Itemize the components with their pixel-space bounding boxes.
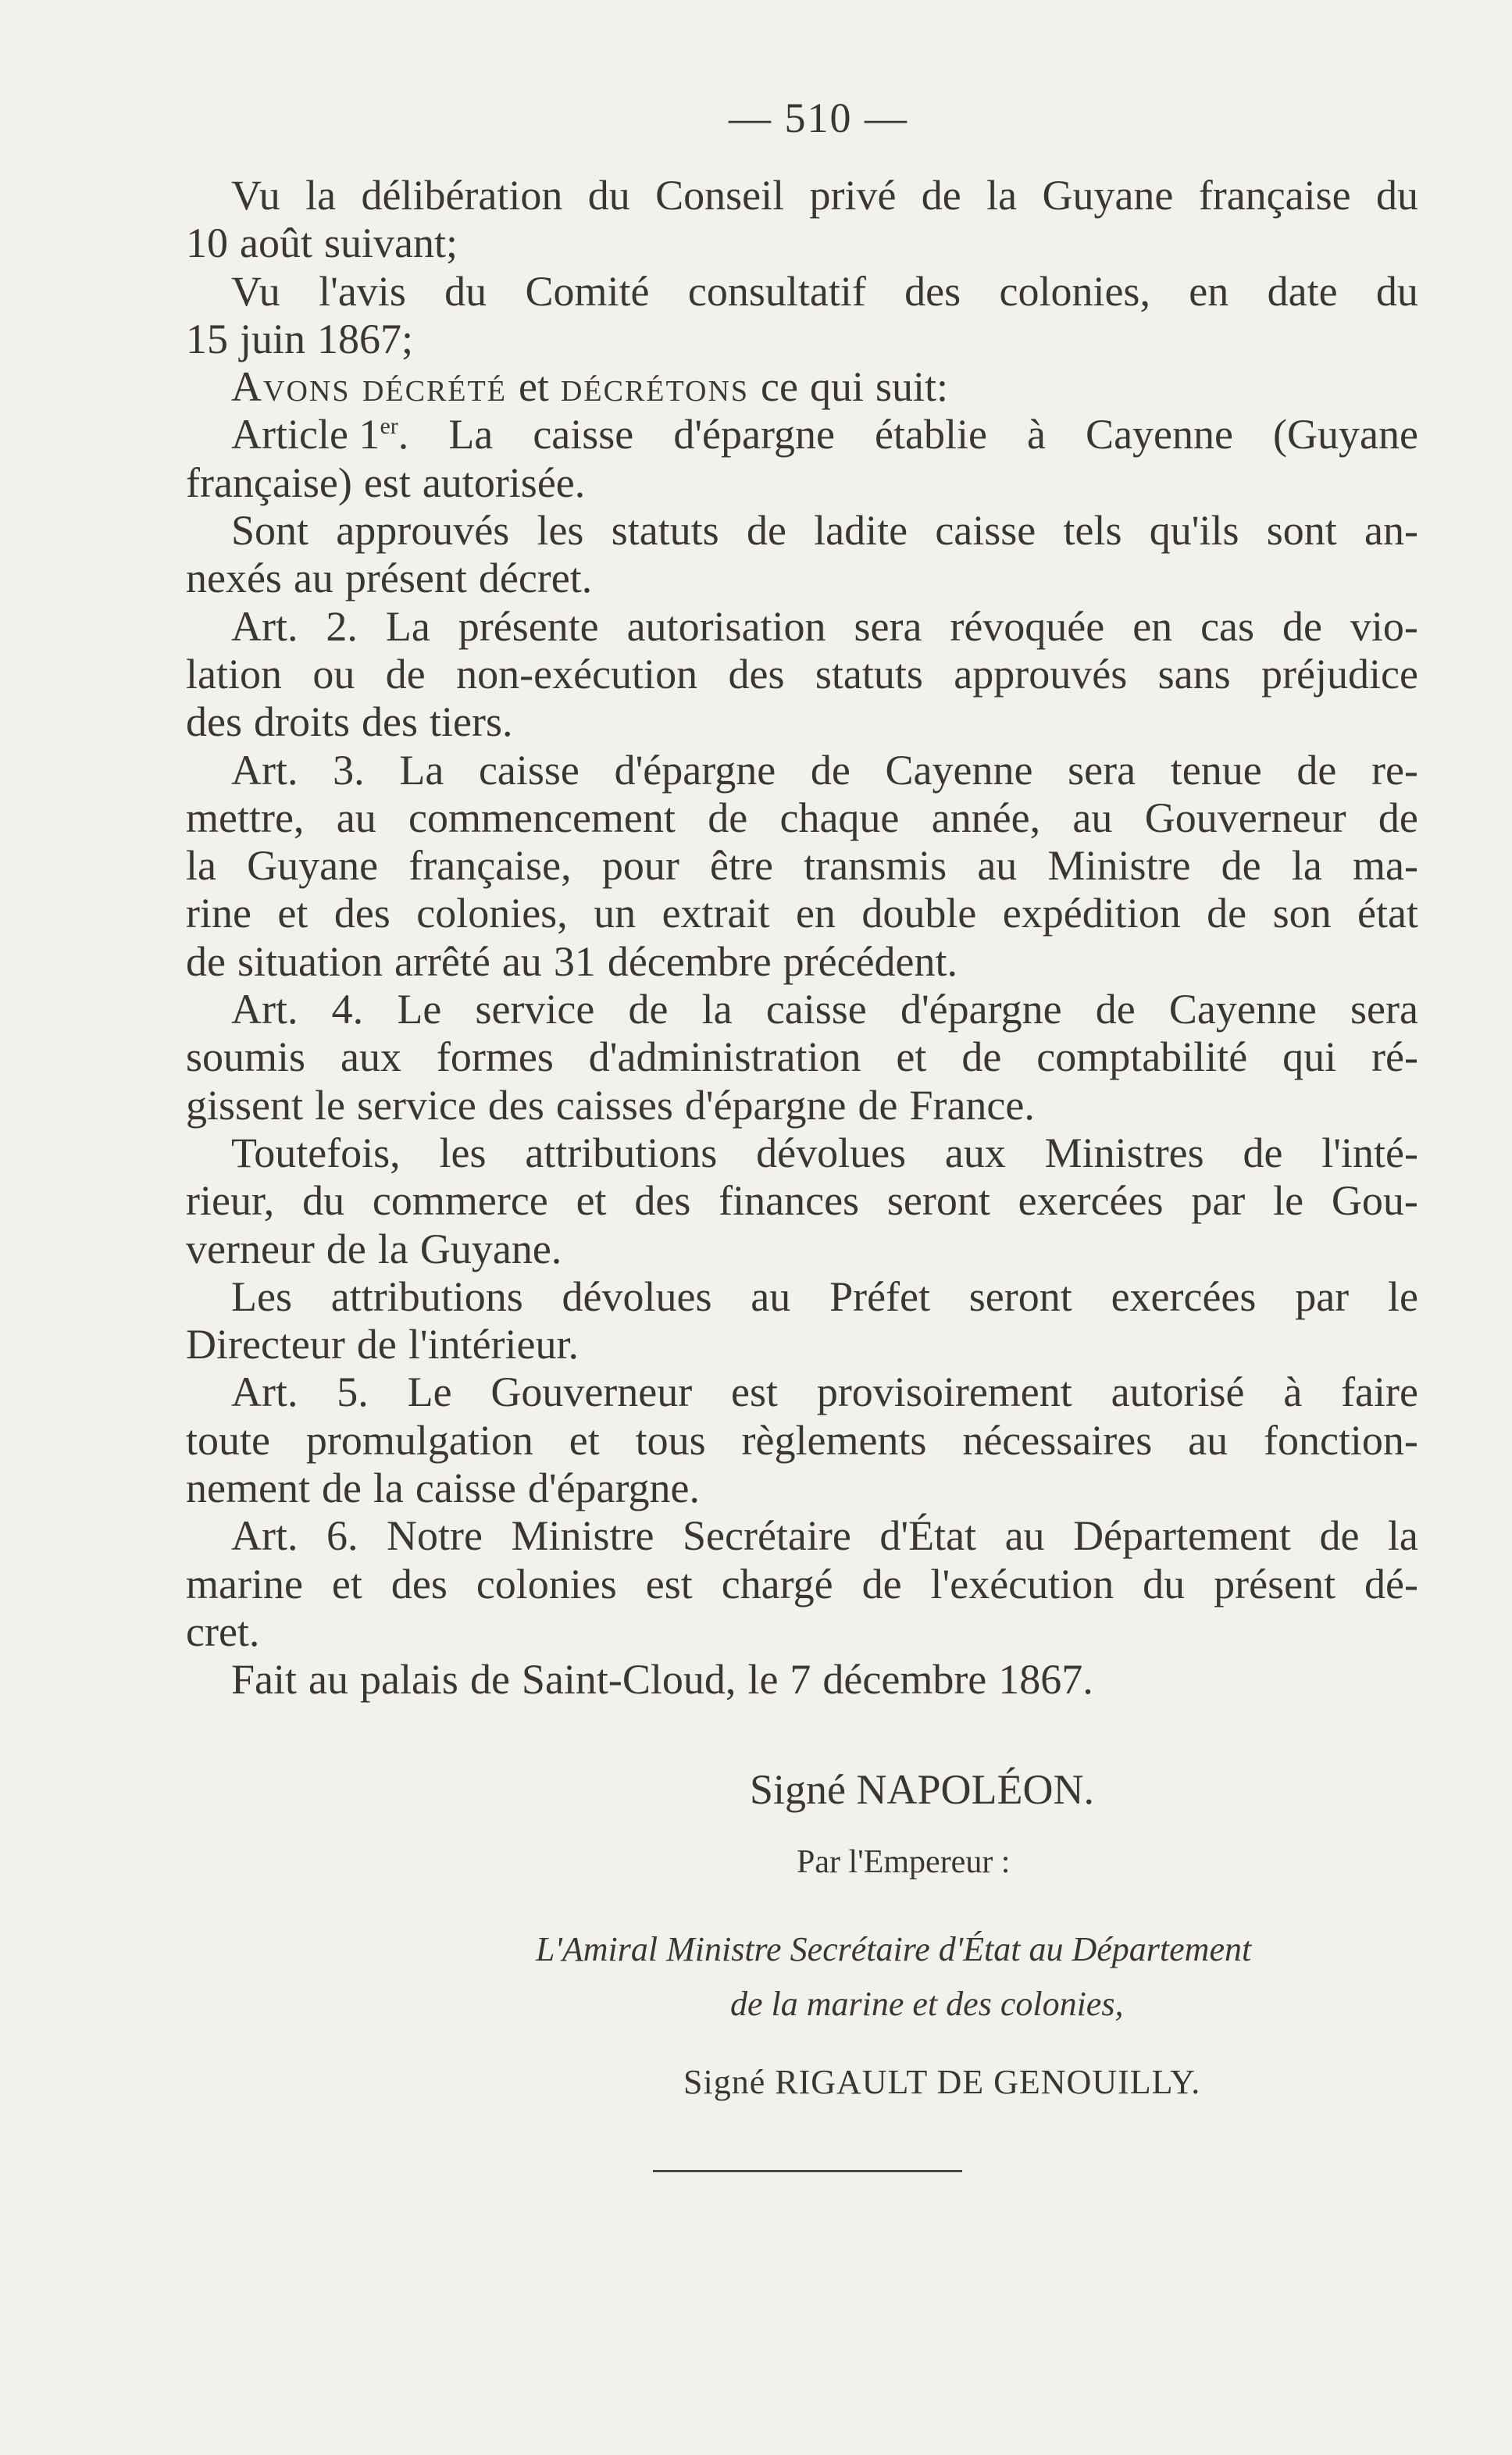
word: des: [904, 267, 961, 315]
word: caisse: [765, 986, 867, 1033]
word: approuvés: [954, 650, 1128, 698]
word: le: [747, 1656, 779, 1704]
word: de: [1095, 986, 1136, 1033]
word: lation: [186, 650, 282, 698]
word: fonction-: [1263, 1416, 1418, 1464]
word: approuvés: [336, 507, 510, 555]
word: de: [1207, 890, 1247, 937]
word: dévolues: [562, 1272, 712, 1320]
body-line: [186, 794, 1418, 842]
word: 7: [790, 1656, 811, 1704]
word: de: [961, 1033, 1002, 1081]
body-line: [186, 1321, 1418, 1368]
word: sans: [1157, 650, 1231, 698]
word: au: [501, 937, 542, 985]
word: du: [444, 267, 487, 315]
body-line: [186, 1082, 1418, 1129]
body-line: [186, 890, 1418, 937]
word: au: [1072, 794, 1113, 841]
word: caisse: [478, 746, 579, 794]
word: la: [1387, 1512, 1418, 1560]
body-line: [186, 986, 1418, 1033]
word: rine: [186, 890, 251, 937]
decree-body: [186, 172, 1418, 1704]
word: présente: [458, 602, 599, 650]
word: chargé: [721, 1560, 833, 1608]
minister-title-line-1: L'Amiral Ministre Secrétaire d'État au Département: [536, 1930, 1252, 1968]
body-line: [186, 459, 1418, 507]
word: Article 1er.: [231, 411, 409, 459]
word: de: [385, 650, 426, 698]
word: sera: [854, 602, 922, 650]
word: seront: [886, 1177, 990, 1225]
word: suit:: [875, 363, 949, 411]
body-line: [186, 651, 1418, 698]
word: délibération: [361, 172, 563, 219]
word: de: [1282, 602, 1322, 650]
word: de: [921, 172, 961, 219]
word: gissent: [186, 1081, 304, 1129]
word: tenue: [1170, 746, 1262, 794]
word: et: [331, 1560, 362, 1608]
word: rieur,: [186, 1177, 275, 1225]
word: dé-: [1364, 1560, 1418, 1608]
word: de: [1378, 794, 1418, 841]
word: privé: [809, 172, 897, 219]
word: caisse: [415, 1465, 516, 1512]
word: caisses: [555, 1081, 673, 1129]
word: de: [1221, 842, 1261, 890]
word: transmis: [804, 842, 947, 890]
body-line: [186, 1368, 1418, 1416]
word: les: [537, 507, 584, 555]
word: d'épargne: [614, 746, 776, 794]
word: Art.: [231, 986, 298, 1033]
word: aux: [944, 1129, 1006, 1176]
word: décrétons: [560, 363, 750, 411]
word: autorisée.: [422, 459, 586, 506]
word: Art.: [231, 602, 298, 650]
word: à: [1283, 1368, 1303, 1416]
word: l'avis: [319, 267, 406, 315]
word: décembre: [607, 937, 772, 985]
body-line: [186, 1177, 1418, 1225]
word: 5.: [337, 1368, 369, 1416]
word: Guyane: [1042, 172, 1174, 219]
signed-napoleon: Signé NAPOLÉON.: [750, 1766, 1094, 1813]
word: d'administration: [588, 1033, 861, 1081]
body-line: [186, 411, 1418, 459]
par-empereur: Par l'Empereur :: [797, 1844, 1011, 1880]
word: nexés: [186, 555, 282, 602]
word: (Guyane: [1273, 411, 1418, 459]
word: qu'ils: [1149, 507, 1239, 555]
word: et: [896, 1033, 927, 1081]
word: et: [518, 363, 549, 411]
body-line: [186, 1417, 1418, 1465]
word: la: [186, 842, 216, 890]
word: en: [1132, 602, 1173, 650]
word: 15: [186, 315, 228, 362]
word: sont: [1266, 507, 1337, 555]
word: Guyane.: [419, 1225, 562, 1272]
word: faire: [1341, 1368, 1418, 1416]
word: service: [475, 986, 595, 1033]
word: colonies,: [999, 267, 1150, 315]
word: dévolues: [756, 1129, 907, 1176]
word: ou: [312, 650, 355, 698]
word: d'État: [879, 1512, 977, 1560]
body-line: [186, 1226, 1418, 1273]
word: Gouverneur: [1144, 794, 1346, 841]
word: double: [861, 890, 977, 937]
word: de: [628, 986, 669, 1033]
word: colonies: [476, 1560, 617, 1608]
word: du: [1375, 172, 1418, 219]
body-line: [186, 1033, 1418, 1081]
word: chaque: [779, 794, 900, 841]
word: révoquée: [950, 602, 1105, 650]
word: française): [186, 459, 352, 506]
word: d'épargne: [684, 1081, 847, 1129]
word: seront: [968, 1272, 1072, 1320]
body-line: [186, 1273, 1418, 1321]
word: date: [1267, 267, 1338, 315]
word: attributions: [525, 1129, 718, 1176]
word: ce: [761, 363, 798, 411]
word: au: [1188, 1416, 1228, 1464]
word: pour: [601, 842, 679, 890]
word: est: [645, 1560, 693, 1608]
word: Le: [407, 1368, 452, 1416]
word: soumis: [186, 1033, 306, 1081]
word: en: [795, 890, 836, 937]
word: sera: [1350, 986, 1418, 1033]
word: des: [390, 1560, 448, 1608]
word: de: [746, 507, 786, 555]
body-line: [186, 363, 1418, 411]
minister-title-line-2: de la marine et des colonies,: [730, 1985, 1124, 2023]
word: autorisé: [1111, 1368, 1245, 1416]
word: formes: [436, 1033, 554, 1081]
word: Comité: [525, 267, 650, 315]
word: le: [315, 1081, 345, 1129]
word: cret.: [186, 1608, 260, 1655]
word: 1867.: [998, 1656, 1093, 1704]
word: présent: [1214, 1560, 1336, 1608]
word: comptabilité: [1036, 1033, 1248, 1081]
word: par: [1191, 1177, 1246, 1225]
word: Art.: [231, 1368, 298, 1416]
word: Département: [1073, 1512, 1291, 1560]
word: 31: [553, 937, 596, 985]
word: l'inté-: [1321, 1129, 1418, 1176]
word: tels: [1063, 507, 1122, 555]
word: Notre: [387, 1512, 483, 1560]
body-line: [186, 219, 1418, 267]
word: qui: [809, 363, 864, 411]
word: des: [487, 1081, 544, 1129]
word: 3.: [333, 746, 365, 794]
word: le: [1387, 1272, 1418, 1320]
word: de: [1243, 1129, 1283, 1176]
word: sera: [1068, 746, 1136, 794]
word: Cayenne: [1168, 986, 1317, 1033]
word: Conseil: [655, 172, 785, 219]
word: et: [569, 1416, 600, 1464]
word: de: [186, 937, 226, 985]
word: commerce: [372, 1177, 548, 1225]
word: année,: [931, 794, 1041, 841]
word: finances: [719, 1177, 860, 1225]
word: août: [240, 219, 312, 267]
word: La: [399, 746, 444, 794]
word: Ministre: [1047, 842, 1191, 890]
body-line: [186, 698, 1418, 746]
word: d'épargne.: [527, 1465, 700, 1512]
word: consultatif: [687, 267, 866, 315]
word: la: [1291, 842, 1322, 890]
word: non-exécution: [456, 650, 698, 698]
word: provisoirement: [816, 1368, 1072, 1416]
word: nement: [186, 1465, 310, 1512]
body-line: [186, 316, 1418, 363]
word: d'épargne: [673, 411, 835, 459]
word: ladite: [814, 507, 908, 555]
page-number: — 510 —: [729, 95, 908, 141]
word: la: [986, 172, 1018, 219]
body-line: [186, 507, 1418, 555]
word: Ministres: [1044, 1129, 1204, 1176]
word: au: [336, 794, 376, 841]
word: tiers.: [429, 698, 513, 746]
word: des: [186, 698, 242, 746]
word: décembre: [822, 1656, 987, 1704]
word: un: [594, 890, 637, 937]
word: Vu: [231, 172, 280, 219]
word: caisse: [533, 411, 634, 459]
word: française: [1198, 172, 1351, 219]
word: Gouverneur: [490, 1368, 693, 1416]
body-line: [186, 1656, 1418, 1704]
word: en: [1189, 267, 1229, 315]
word: est: [731, 1368, 779, 1416]
word: son: [1272, 890, 1332, 937]
body-line: [186, 268, 1418, 316]
word: Fait: [231, 1656, 298, 1704]
body-line: [186, 172, 1418, 219]
word: aux: [340, 1033, 401, 1081]
word: de: [1319, 1512, 1360, 1560]
word: 10: [186, 219, 228, 267]
word: promulgation: [305, 1416, 533, 1464]
word: colonies,: [416, 890, 568, 937]
word: et: [277, 890, 308, 937]
word: exercées: [1018, 1177, 1164, 1225]
word: la: [377, 1225, 408, 1272]
word: précédent.: [783, 937, 958, 985]
word: service: [357, 1081, 476, 1129]
word: Le: [397, 986, 442, 1033]
word: Gou-: [1331, 1177, 1418, 1225]
word: Art.: [231, 746, 298, 794]
word: Préfet: [829, 1272, 930, 1320]
word: an-: [1364, 507, 1418, 555]
word: de: [356, 1321, 397, 1368]
word: du: [1375, 267, 1418, 315]
word: au: [977, 842, 1018, 890]
word: et: [576, 1177, 607, 1225]
word: vio-: [1350, 602, 1418, 650]
word: la: [701, 986, 733, 1033]
word: exercées: [1111, 1272, 1257, 1320]
word: nécessaires: [962, 1416, 1153, 1464]
word: au: [293, 555, 333, 602]
word: Toutefois,: [231, 1129, 401, 1176]
word: la: [305, 172, 337, 219]
word: Saint-Cloud,: [521, 1656, 736, 1704]
signed-rigault: Signé RIGAULT DE GENOUILLY.: [683, 2063, 1201, 2101]
word: France.: [909, 1081, 1035, 1129]
word: ma-: [1352, 842, 1418, 890]
word: des: [634, 1177, 691, 1225]
body-line: [186, 1561, 1418, 1608]
body-line: [186, 842, 1418, 890]
word: règlements: [741, 1416, 927, 1464]
word: commencement: [408, 794, 676, 841]
word: Vu: [231, 267, 280, 315]
body-line: [186, 938, 1418, 986]
word: Sont: [231, 507, 309, 555]
word: française,: [408, 842, 572, 890]
word: palais: [359, 1656, 458, 1704]
word: 1867;: [317, 315, 414, 362]
word: verneur: [186, 1225, 315, 1272]
body-line: [186, 603, 1418, 651]
word: Avons décrété: [231, 363, 507, 411]
word: du: [302, 1177, 345, 1225]
word: du: [1143, 1560, 1186, 1608]
closing-rule: [653, 2170, 962, 2172]
word: de: [469, 1656, 510, 1704]
word: Guyane: [247, 842, 379, 890]
word: arrêté: [394, 937, 490, 985]
word: extrait: [662, 890, 770, 937]
word: marine: [186, 1560, 303, 1608]
word: La: [385, 602, 430, 650]
word: re-: [1371, 746, 1418, 794]
word: attributions: [330, 1272, 523, 1320]
body-line: [186, 555, 1418, 602]
word: d'épargne: [900, 986, 1062, 1033]
word: ré-: [1371, 1033, 1418, 1081]
word: des: [362, 698, 418, 746]
word: à: [1027, 411, 1046, 459]
word: l'exécution: [930, 1560, 1114, 1608]
word: de: [1296, 746, 1337, 794]
word: autorisation: [626, 602, 826, 650]
word: de: [861, 1560, 902, 1608]
word: La: [448, 411, 494, 459]
word: établie: [875, 411, 987, 459]
word: statuts: [611, 507, 719, 555]
body-line: [186, 1465, 1418, 1512]
word: cas: [1200, 602, 1255, 650]
word: expédition: [1002, 890, 1181, 937]
word: du: [587, 172, 630, 219]
word: de: [708, 794, 748, 841]
word: au: [751, 1272, 791, 1320]
word: de: [326, 1225, 366, 1272]
word: Directeur: [186, 1321, 345, 1368]
word: 4.: [331, 986, 364, 1033]
word: être: [710, 842, 773, 890]
word: par: [1295, 1272, 1350, 1320]
word: de: [858, 1081, 898, 1129]
word: l'intérieur.: [408, 1321, 579, 1368]
word: la: [373, 1465, 404, 1512]
word: au: [308, 1656, 348, 1704]
word: qui: [1282, 1033, 1337, 1081]
word: 6.: [326, 1512, 358, 1560]
word: 2.: [326, 602, 358, 650]
word: état: [1357, 890, 1418, 937]
word: Les: [231, 1272, 292, 1320]
word: présent: [344, 555, 467, 602]
body-line: [186, 747, 1418, 794]
word: Secrétaire: [683, 1512, 851, 1560]
word: Cayenne: [885, 746, 1033, 794]
word: Ministre: [511, 1512, 654, 1560]
word: les: [439, 1129, 487, 1176]
word: mettre,: [186, 794, 305, 841]
word: suivant;: [323, 219, 458, 267]
word: au: [1004, 1512, 1045, 1560]
word: tous: [635, 1416, 706, 1464]
body-line: [186, 1512, 1418, 1560]
word: préjudice: [1261, 650, 1418, 698]
body-line: [186, 1129, 1418, 1177]
word: toute: [186, 1416, 270, 1464]
word: statuts: [815, 650, 923, 698]
word: situation: [237, 937, 383, 985]
body-line: [186, 1608, 1418, 1656]
word: est: [363, 459, 411, 506]
word: de: [321, 1465, 362, 1512]
word: Cayenne: [1086, 411, 1233, 459]
word: juin: [240, 315, 306, 362]
word: caisse: [935, 507, 1036, 555]
word: de: [810, 746, 850, 794]
word: le: [1273, 1177, 1304, 1225]
word: décret.: [478, 555, 593, 602]
word: Art.: [231, 1512, 298, 1560]
word: droits: [253, 698, 350, 746]
word: des: [333, 890, 390, 937]
word: des: [728, 650, 785, 698]
